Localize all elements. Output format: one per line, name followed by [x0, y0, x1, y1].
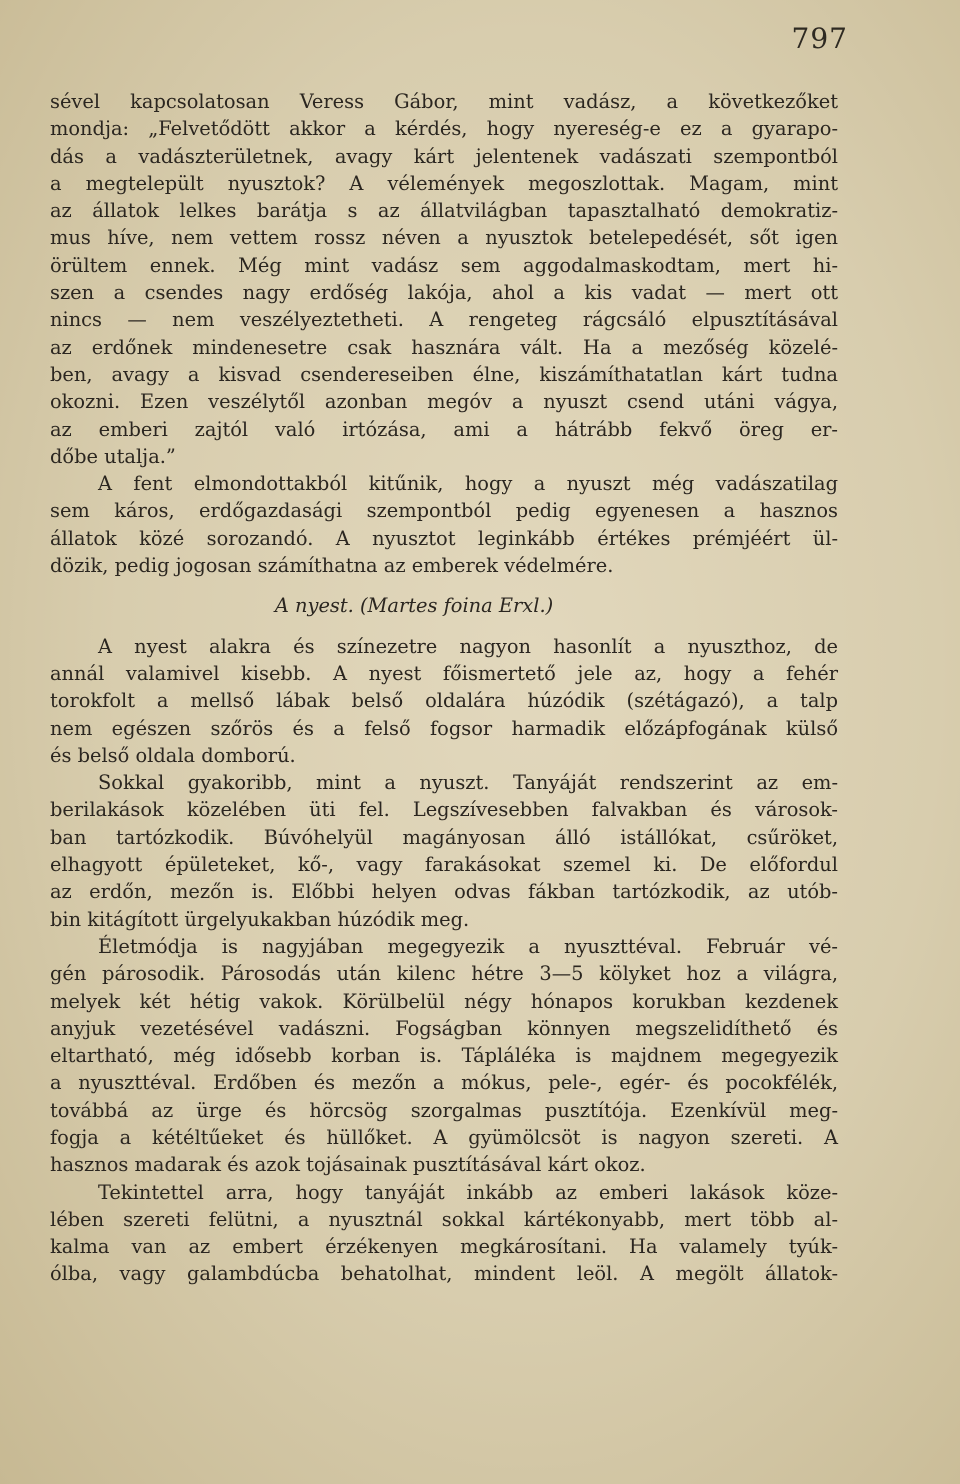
text-line: az erdőn, mezőn is. Előbbi helyen odvas fákban tartózkodik, az utób- — [50, 880, 838, 904]
text-line: ban tartózkodik. Búvóhelyül magányosan álló istállókat, csűröket, — [50, 825, 838, 849]
text-line: ben, avagy a kisvad csendereseiben élne, kiszámíthatatlan kárt tudna — [50, 362, 838, 386]
text-line: dás a vadászterületnek, avagy kárt jelentenek vadászati szempontból — [50, 144, 838, 168]
text-line: melyek két hétig vakok. Körülbelül négy hónapos korukban kezdenek — [50, 989, 838, 1013]
text-line: nincs — nem veszélyeztetheti. A rengeteg rágcsáló elpusztításával — [50, 308, 838, 332]
text-line: az emberi zajtól való irtózása, ami a hátrább fekvő öreg er- — [50, 417, 838, 441]
text-line: gén párosodik. Párosodás után kilenc hétre 3—5 kölyket hoz a világra, — [50, 962, 838, 986]
text-line: A nyest alakra és színezetre nagyon hasonlít a nyuszthoz, de — [98, 634, 838, 658]
text-line: berilakások közelében üti fel. Legszívesebben falvakban és városok- — [50, 798, 838, 822]
text-line: hasznos madarak és azok tojásainak pusztításával kárt okoz. — [50, 1153, 646, 1177]
text-line: bin kitágított ürgelyukakban húzódik meg. — [50, 907, 470, 931]
body-text — [50, 88, 838, 1288]
text-line: az állatok lelkes barátja s az állatvilágban tapasztalható demokratiz- — [50, 199, 838, 223]
text-line: szen a csendes nagy erdőség lakója, ahol a kis vadat — mert ott — [50, 281, 838, 305]
paragraph-4 — [50, 769, 838, 933]
text-line: ólba, vagy galambdúcba behatolhat, mindent leöl. A megölt állatok- — [50, 1262, 838, 1286]
paragraph-2 — [50, 470, 838, 579]
text-line: állatok közé sorozandó. A nyusztot leginkább értékes prémjéért ül- — [50, 526, 838, 550]
text-line: lében szereti felütni, a nyusztnál sokkal kártékonyabb, mert több al- — [50, 1207, 838, 1231]
paragraph-5 — [50, 933, 838, 1179]
text-line: A fent elmondottakból kitűnik, hogy a nyuszt még vadászatilag — [98, 472, 838, 496]
text-line: fogja a kétéltűeket és hüllőket. A gyümölcsöt is nagyon szereti. A — [50, 1125, 838, 1149]
text-line: a megtelepült nyusztok? A vélemények megoszlottak. Magam, mint — [50, 171, 838, 195]
text-line: kalma van az embert érzékenyen megkárosítani. Ha valamely tyúk- — [50, 1235, 838, 1259]
text-line: torokfolt a mellső lábak belső oldalára húzódik (szétágazó), a talp — [50, 689, 838, 713]
paragraph-6 — [50, 1179, 838, 1288]
text-line: eltartható, még idősebb korban is. Tápláléka is majdnem megegyezik — [50, 1044, 838, 1068]
text-line: az erdőnek mindenesetre csak hasznára vált. Ha a mezőség közelé- — [50, 335, 838, 359]
text-line: mus híve, nem vettem rossz néven a nyusztok betelepedését, sőt igen — [50, 226, 838, 250]
paragraph-3 — [50, 633, 838, 769]
text-line: a nyuszttéval. Erdőben és mezőn a mókus, pele-, egér- és pocokfélék, — [50, 1071, 838, 1095]
text-line: mondja: „Felvetődött akkor a kérdés, hogy nyereség-e ez a gyarapo- — [50, 117, 838, 141]
text-line: sem káros, erdőgazdasági szempontból pedig egyenesen a hasznos — [50, 499, 838, 523]
text-line: és belső oldala domború. — [50, 743, 296, 767]
text-line: okozni. Ezen veszélytől azonban megóv a nyuszt csend utáni vágya, — [50, 390, 838, 414]
text-line: dözik, pedig jogosan számíthatna az emberek védelmére. — [50, 554, 614, 578]
text-line: továbbá az ürge és hörcsög szorgalmas pusztítója. Ezenkívül meg- — [50, 1098, 838, 1122]
text-line: dőbe utalja.” — [50, 444, 176, 468]
section-title: A nyest. (Martes foina Erxl.) — [274, 594, 554, 618]
text-line: anyjuk vezetésével vadászni. Fogságban könnyen megszelidíthető és — [50, 1016, 838, 1040]
text-line: annál valamivel kisebb. A nyest főismertető jele az, hogy a fehér — [50, 661, 838, 685]
text-line: elhagyott épületeket, kő-, vagy farakásokat szemel ki. De előfordul — [50, 853, 838, 877]
text-line: Életmódja is nagyjában megegyezik a nyuszttéval. Február vé- — [98, 934, 838, 958]
page-number: 797 — [791, 22, 848, 55]
text-line: örültem ennek. Még mint vadász sem aggodalmaskodtam, mert hi- — [50, 253, 838, 277]
text-line: Sokkal gyakoribb, mint a nyuszt. Tanyáját rendszerint az em- — [98, 771, 838, 795]
paragraph-1 — [50, 88, 838, 470]
text-line: Tekintettel arra, hogy tanyáját inkább az emberi lakások köze- — [98, 1180, 838, 1204]
text-line: sével kapcsolatosan Veress Gábor, mint vadász, a következőket — [50, 90, 838, 113]
text-line: nem egészen szőrös és a felső fogsor harmadik előzápfogának külső — [50, 716, 838, 740]
